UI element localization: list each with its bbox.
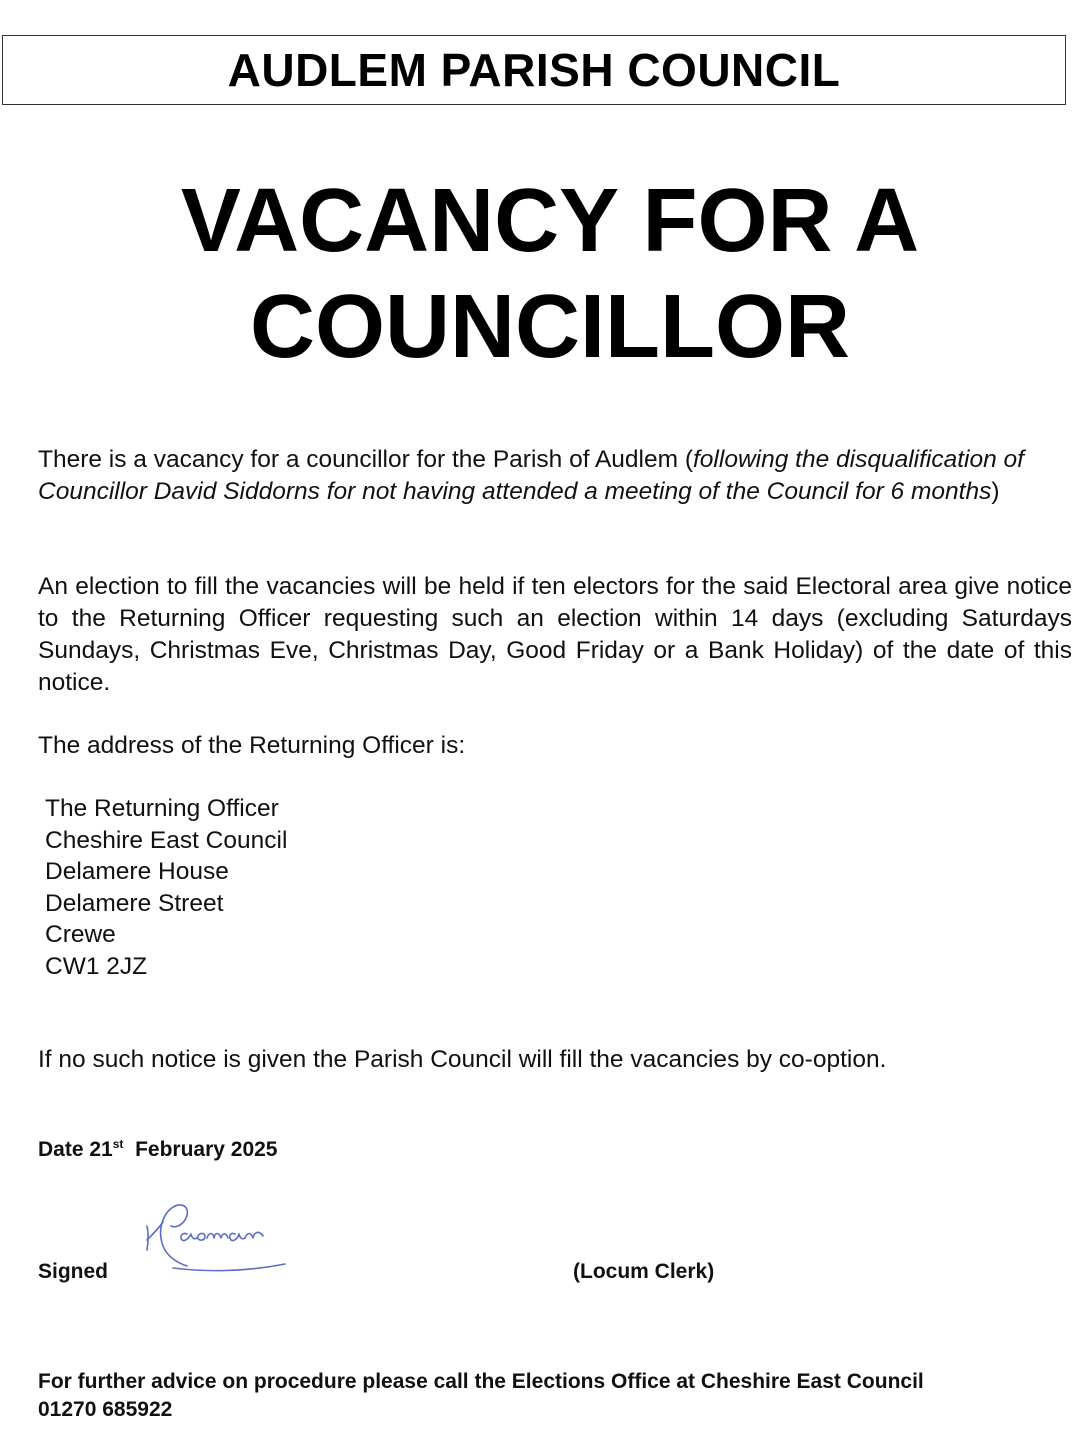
signature-stroke	[245, 1232, 263, 1238]
notice-title-line-1: VACANCY FOR A	[180, 171, 920, 271]
signatory-role: (Locum Clerk)	[573, 1260, 715, 1283]
vacancy-close: )	[991, 478, 1000, 505]
cooption-paragraph: If no such notice is given the Parish Council will fill the vacancies by co-option.	[38, 1046, 887, 1073]
signature-stroke	[181, 1233, 197, 1240]
council-name: AUDLEM PARISH COUNCIL	[227, 44, 841, 96]
address-line: Crewe	[45, 921, 116, 948]
date-rest: February 2025	[135, 1138, 278, 1161]
date-ordinal: st	[112, 1137, 124, 1151]
handwritten-signature	[135, 1192, 305, 1282]
footer-advice-text: For further advice on procedure please call the Elections Office at Cheshire East Council	[38, 1370, 924, 1393]
signature-stroke	[173, 1264, 285, 1271]
signature-stroke	[197, 1233, 205, 1240]
returning-officer-address	[45, 793, 287, 982]
address-line: Cheshire East Council	[45, 826, 288, 854]
signature-stroke	[207, 1234, 228, 1239]
signature-stroke	[161, 1206, 187, 1266]
address-line: Delamere Street	[45, 889, 224, 917]
address-line: Delamere House	[45, 858, 229, 885]
election-paragraph: An election to fill the vacancies will be held if ten electors for the said Electoral area give notice to the Returning Officer requesting such an election within 14 days (excluding Saturdays Sundays, Christmas Eve, Christmas Day, Good Friday or a Bank Holiday) of the date of this notice.	[38, 573, 1072, 696]
vacancy-reason: following the disqualification of Councillor David Siddorns for not having attended a meeting of the Council for 6 months	[38, 446, 1024, 505]
address-line: CW1 2JZ	[45, 952, 148, 980]
council-header-box	[2, 35, 1066, 105]
vacancy-intro: There is a vacancy for a councillor for the Parish of Audlem (	[38, 446, 693, 473]
footer-phone: 01270 685922	[38, 1398, 173, 1421]
footer-advice	[38, 1368, 1068, 1424]
address-intro: The address of the Returning Officer is:	[38, 732, 466, 759]
signed-label: Signed	[38, 1260, 109, 1283]
date-prefix: Date 21	[38, 1138, 113, 1161]
signature-strokes	[147, 1205, 285, 1271]
signature-stroke	[230, 1233, 245, 1240]
signature-stroke	[171, 1205, 187, 1227]
vacancy-paragraph	[38, 444, 1072, 508]
notice-date	[38, 1136, 277, 1164]
address-line: The Returning Officer	[45, 795, 279, 822]
notice-title	[0, 168, 1080, 380]
notice-title-line-2: COUNCILLOR	[250, 277, 850, 377]
